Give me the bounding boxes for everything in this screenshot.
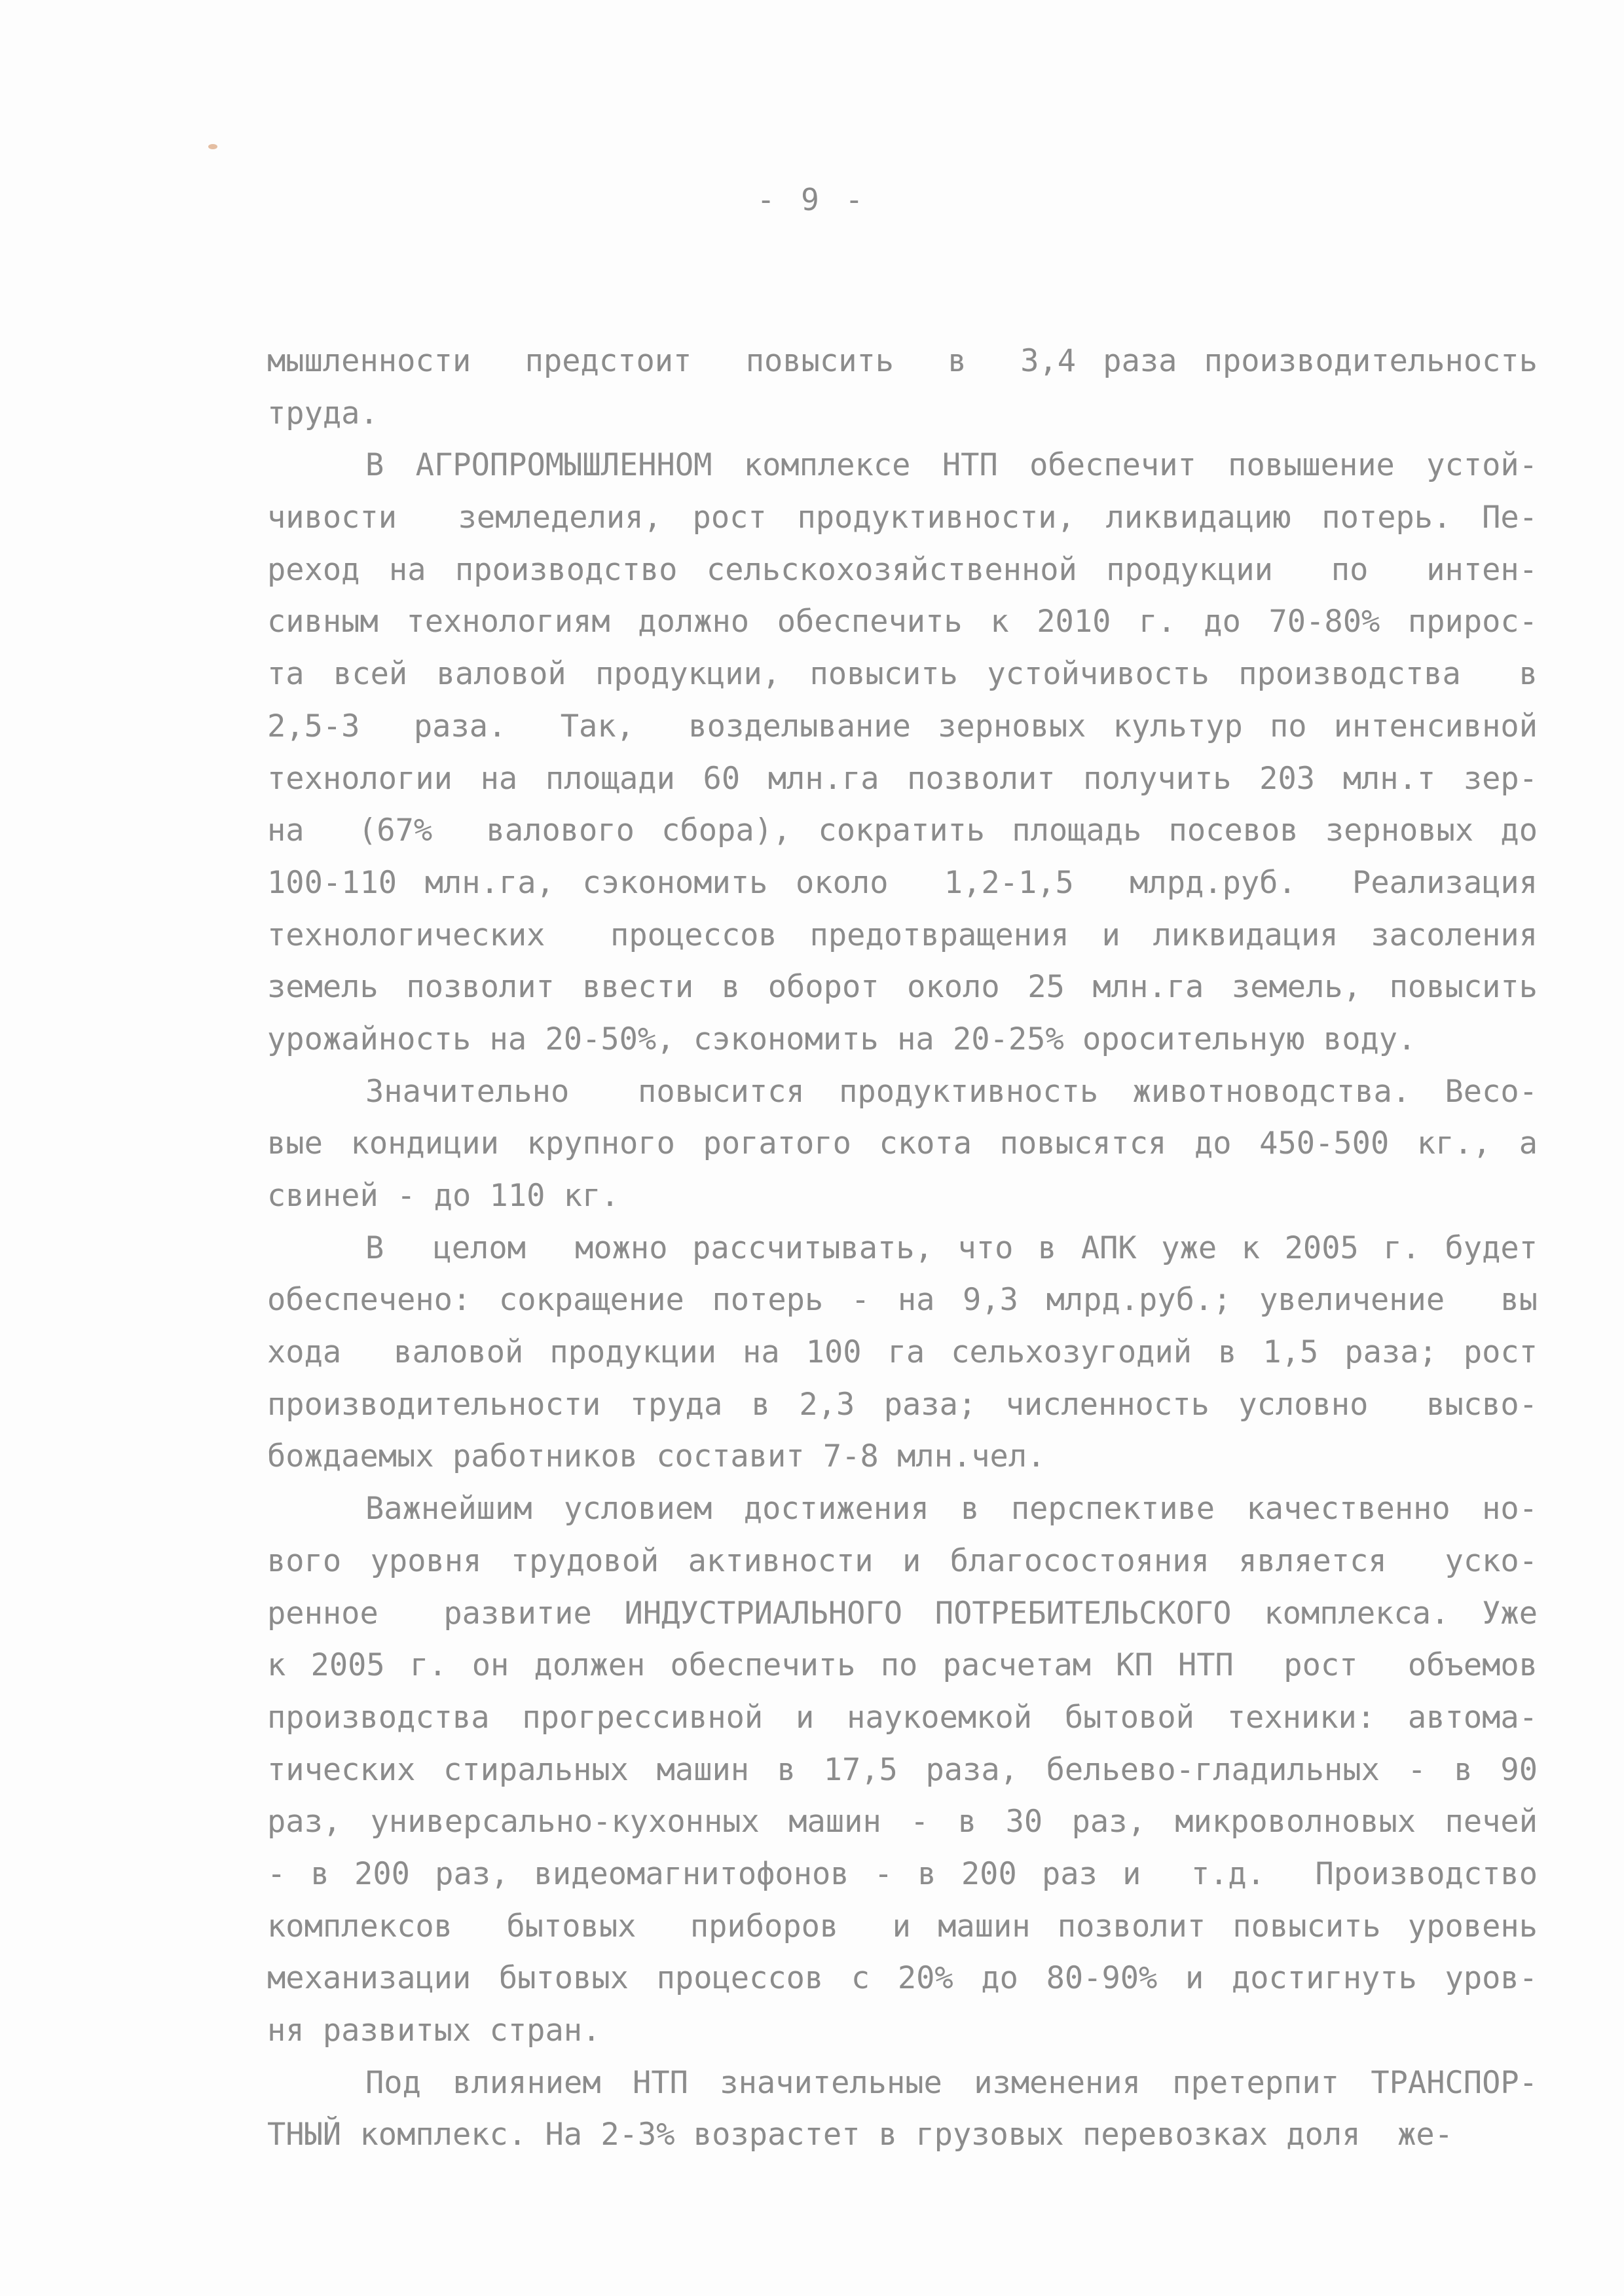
text-line: технологии на площади 60 млн.га позволит получить 203 млн.т зер- <box>267 760 1538 797</box>
text-line: к 2005 г. он должен обеспечить по расчетам КП НТП рост объемов <box>267 1647 1538 1684</box>
text-line: ренное развитие ИНДУСТРИАЛЬНОГО ПОТРЕБИТЕЛЬСКОГО комплекса. Уже <box>267 1595 1538 1631</box>
text-line: реход на производство сельскохозяйственной продукции по интен- <box>267 551 1538 588</box>
text-line: урожайность на 20-50%, сэкономить на 20-25% оросительную воду. <box>267 1021 1416 1057</box>
text-line: тических стиральных машин в 17,5 раза, бельево-гладильных - в 90 <box>267 1751 1538 1788</box>
text-line: хода валовой продукции на 100 га сельхозугодий в 1,5 раза; рост <box>267 1334 1538 1371</box>
text-line: раз, универсально-кухонных машин - в 30 раз, микроволновых печей <box>267 1804 1538 1840</box>
text-line: - в 200 раз, видеомагнитофонов - в 200 раз и т.д. Производство <box>267 1855 1538 1892</box>
text-line: производства прогрессивной и наукоемкой бытовой техники: автома- <box>267 1699 1538 1736</box>
text-line: бождаемых работников составит 7-8 млн.чел. <box>267 1438 1046 1475</box>
text-line: Значительно повысится продуктивность животноводства. Весо- <box>365 1073 1538 1110</box>
text-line: В целом можно рассчитывать, что в АПК уже к 2005 г. будет <box>365 1230 1538 1266</box>
text-line: механизации бытовых процессов с 20% до 80-90% и достигнуть уров- <box>267 1960 1538 1997</box>
text-line: мышленности предстоит повысить в 3,4 раза производительность <box>267 343 1538 379</box>
body-text <box>267 335 1538 2161</box>
page-number: - 9 - <box>756 182 868 217</box>
text-line: Важнейшим условием достижения в перспективе качественно но- <box>365 1491 1538 1527</box>
text-line: вого уровня трудовой активности и благосостояния является уско- <box>267 1542 1538 1579</box>
text-line: ня развитых стран. <box>267 2013 601 2049</box>
paper-smudge <box>208 144 217 149</box>
text-line: технологических процессов предотвращения и ликвидация засоления <box>267 917 1538 953</box>
text-line: обеспечено: сокращение потерь - на 9,3 млрд.руб.; увеличение вы <box>267 1282 1538 1319</box>
text-line: чивости земледелия, рост продуктивности, ликвидацию потерь. Пе- <box>267 500 1538 536</box>
text-line: свиней - до 110 кг. <box>267 1178 619 1214</box>
text-line: Под влиянием НТП значительные изменения претерпит ТРАНСПОР- <box>365 2064 1538 2101</box>
text-line: вые кондиции крупного рогатого скота повысятся до 450-500 кг., а <box>267 1125 1538 1162</box>
text-line: 100-110 млн.га, сэкономить около 1,2-1,5 млрд.руб. Реализация <box>267 864 1538 901</box>
text-line: производительности труда в 2,3 раза; численность условно высво- <box>267 1386 1538 1423</box>
text-line: земель позволит ввести в оборот около 25 млн.га земель, повысить <box>267 969 1538 1006</box>
text-line: та всей валовой продукции, повысить устойчивость производства в <box>267 656 1538 693</box>
text-line: ТНЫЙ комплекс. На 2-3% возрастет в грузовых перевозках доля же- <box>267 2117 1453 2153</box>
text-line: В АГРОПРОМЫШЛЕННОМ комплексе НТП обеспечит повышение устой- <box>365 447 1538 484</box>
text-line: 2,5-3 раза. Так, возделывание зерновых культур по интенсивной <box>267 708 1538 744</box>
text-line: труда. <box>267 395 378 431</box>
text-line: сивным технологиям должно обеспечить к 2010 г. до 70-80% прирос- <box>267 604 1538 640</box>
text-line: на (67% валового сбора), сократить площадь посевов зерновых до <box>267 812 1538 849</box>
text-line: комплексов бытовых приборов и машин позволит повысить уровень <box>267 1908 1538 1944</box>
